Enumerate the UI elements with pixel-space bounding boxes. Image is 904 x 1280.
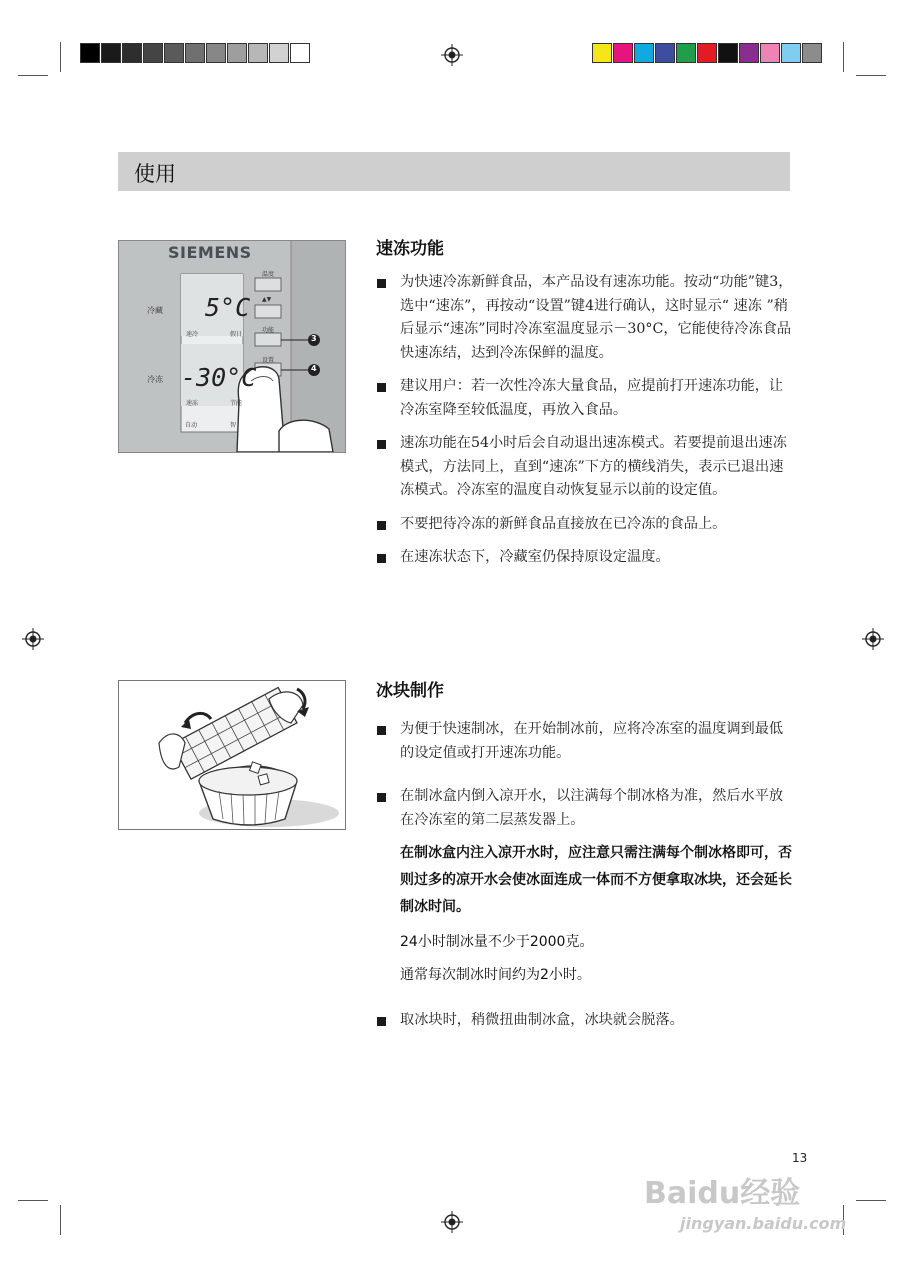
registration-mark-icon: [441, 1211, 463, 1233]
registration-mark-icon: [441, 44, 463, 66]
color-swatch: [143, 43, 163, 63]
list-item: 取冰块时，稍微扭曲制冰盒，冰块就会脱落。: [376, 1009, 796, 1033]
freezer-label: 冷冻: [147, 375, 163, 384]
color-swatch: [676, 43, 696, 63]
crop-mark: [60, 42, 61, 72]
color-swatch: [739, 43, 759, 63]
auto-label: 自动: [185, 422, 198, 429]
freezer-mode-left: 速冻: [186, 400, 199, 407]
list-item: 在速冻状态下，冷藏室仍保持原设定温度。: [376, 546, 796, 570]
color-swatch: [101, 43, 121, 63]
color-swatch: [122, 43, 142, 63]
ice-note-2: 24小时制冰量不少于2000克。: [400, 934, 594, 950]
color-swatch: [80, 43, 100, 63]
temperature-key-label: 温度: [262, 271, 275, 278]
crop-mark: [843, 42, 844, 72]
ice-note-3: 通常每次制冰时间约为2小时。: [400, 967, 591, 983]
color-swatch: [760, 43, 780, 63]
control-panel-illustration: [118, 240, 346, 453]
list-item: 建议用户：若一次性冷冻大量食品，应提前打开速冻功能，让冷冻室降至较低温度，再放入食品。: [376, 375, 796, 422]
crop-mark: [18, 1200, 48, 1201]
color-swatch: [269, 43, 289, 63]
auto-right-label: 智: [230, 422, 237, 429]
fridge-mode-left: 速冷: [186, 331, 199, 338]
callout-4: 4: [311, 364, 317, 373]
set-key-label: 设置: [262, 357, 275, 364]
fridge-temperature-display: 5°C: [205, 293, 251, 322]
color-swatch: [697, 43, 717, 63]
arrow-key-label: ▲▼: [262, 296, 272, 303]
color-swatch: [592, 43, 612, 63]
crop-mark: [18, 75, 48, 76]
crop-mark: [856, 75, 886, 76]
page-number: 13: [792, 1151, 808, 1165]
brand-logo: SIEMENS: [168, 243, 252, 262]
color-swatch: [248, 43, 268, 63]
ice-making-section: [376, 676, 796, 1033]
section-header: [118, 152, 790, 191]
fridge-label: 冷藏: [147, 306, 163, 315]
crop-mark: [60, 1205, 61, 1235]
list-item: 速冻功能在54小时后会自动退出速冻模式。若要提前退出速冻模式，方法同上，直到“速冻”下方的横线消失，表示已退出速冻模式。冷冻室的温度自动恢复显示以前的设定值。: [376, 432, 796, 503]
color-swatch: [164, 43, 184, 63]
function-key-label: 功能: [262, 327, 275, 334]
color-swatch: [781, 43, 801, 63]
color-swatch: [206, 43, 226, 63]
list-item: 为便于快速制冰，在开始制冰前，应将冷冻室的温度调到最低的设定值或打开速冻功能。: [376, 718, 796, 765]
watermark-brand: Baidu经验: [644, 1176, 801, 1211]
color-swatch: [613, 43, 633, 63]
ice-making-list-a: [376, 718, 796, 765]
color-swatch: [718, 43, 738, 63]
color-swatch: [655, 43, 675, 63]
ice-making-list-b: [376, 785, 796, 832]
registration-mark-icon: [22, 628, 44, 650]
quick-freeze-list: [376, 271, 796, 570]
section-title: 使用: [134, 162, 176, 186]
crop-mark: [856, 1200, 886, 1201]
freezer-temperature-display: -30°C: [181, 363, 257, 392]
ice-note-1: 在制冰盒内注入凉开水时，应注意只需注满每个制冰格即可，否则过多的凉开水会使冰面连成一体而不方便拿取冰块，还会延长制冰时间。: [400, 845, 792, 915]
callout-3: 3: [311, 334, 317, 343]
list-item: 为快速冷冻新鲜食品，本产品设有速冻功能。按动“功能”键3，选中“速冻”，再按动“设置”键4进行确认，这时显示“ 速冻 ”稍后显示“速冻”同时冷冻室温度显示－30°C，它能使待冷冻食品快速冻结，达到冷冻保鲜的温度。: [376, 271, 796, 365]
ice-making-list-c: [376, 1009, 796, 1033]
fridge-mode-right: 假日: [230, 331, 243, 338]
quick-freeze-section: [376, 234, 796, 580]
watermark-url: jingyan.baidu.com: [680, 1214, 847, 1233]
color-calibration-bar: [592, 43, 823, 63]
color-swatch: [802, 43, 822, 63]
registration-mark-icon: [862, 628, 884, 650]
ice-making-heading: 冰块制作: [376, 681, 444, 701]
gray-calibration-bar: [80, 43, 311, 63]
quick-freeze-heading: 速冻功能: [376, 239, 444, 259]
list-item: 不要把待冷冻的新鲜食品直接放在已冷冻的食品上。: [376, 513, 796, 537]
ice-tray-illustration: [118, 680, 346, 830]
color-swatch: [290, 43, 310, 63]
color-swatch: [634, 43, 654, 63]
list-item: 在制冰盒内倒入凉开水，以注满每个制冰格为准，然后水平放在冷冻室的第二层蒸发器上。: [376, 785, 796, 832]
freezer-mode-right: 节能: [230, 400, 243, 407]
color-swatch: [185, 43, 205, 63]
color-swatch: [227, 43, 247, 63]
